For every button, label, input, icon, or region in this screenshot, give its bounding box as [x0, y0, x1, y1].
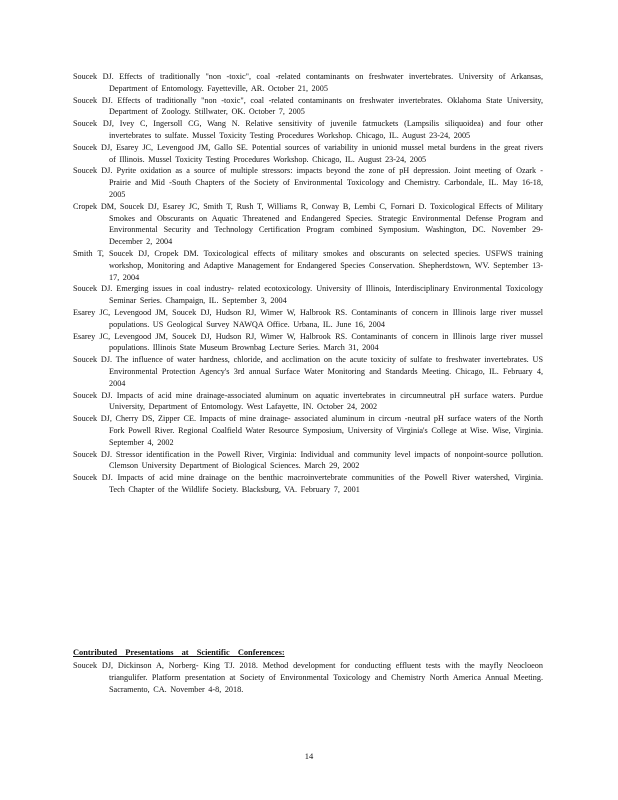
list-item: Soucek DJ, Cherry DS, Zipper CE. Impacts of mine drainage- associated aluminum in circum -neutral pH surface waters of the North Fork Powell River. Regional Coalfield Water Resource Symposium, University of Virginia's College at Wise. Wise, Virginia. September 4, 2002: [73, 414, 543, 447]
list-item: Soucek DJ. Emerging issues in coal industry- related ecotoxicology. University of Illinois, Interdisciplinary Environmental Toxicology Seminar Series. Champaign, IL. September 3, 2004: [73, 284, 543, 306]
list-item: Soucek DJ. Stressor identification in the Powell River, Virginia: Individual and community level impacts of nonpoint-source pollution. Clemson University Department of Biological Sciences. March 29, 2002: [73, 449, 543, 471]
list-item: Soucek DJ, Esarey JC, Levengood JM, Gallo SE. Potential sources of variability in unionid mussel metal burdens in the great rivers of Illinois. Mussel Toxicity Testing Procedures Workshop. Chicago, IL. August 23-24, 2005: [73, 142, 543, 164]
list-item: Soucek DJ, Ivey C, Ingersoll CG, Wang N. Relative sensitivity of juvenile fatmuckets (Lampsilis siliquoidea) and four other invertebrates to sulfate. Mussel Toxicity Testing Procedures Workshop. Chicago, IL. August 23-24, 2005: [73, 119, 543, 140]
section-heading: Contributed Presentations at Scientific Conferences:: [73, 648, 285, 657]
list-item: Smith T, Soucek DJ, Cropek DM. Toxicological effects of military smokes and obscurants on selected species. USFWS training workshop, Monitoring and Adaptive Management for Endangered Species Conservation. Shepherdstown, WV. September 13-17, 2004: [73, 248, 543, 282]
list-item: Soucek DJ. Pyrite oxidation as a source of multiple stressors: impacts beyond the zone of pH depression. Joint meeting of Ozark -Prairie and Mid -South Chapters of the Society of Environmental Toxicology and Chemistry. Carbondale, IL. May 16-18, 2005: [73, 166, 543, 199]
page-number: 14: [304, 751, 314, 761]
list-item: Soucek DJ. The influence of water hardness, chloride, and acclimation on the acute toxicity of sulfate to freshwater invertebrates. US Environmental Protection Agency's 3rd annual Surface Water Monitoring and Standards Meeting. Chicago, IL. February 4, 2004: [73, 355, 543, 388]
list-item: Soucek DJ. Impacts of acid mine drainage on the benthic macroinvertebrate communities of the Powell River watershed, Virginia. Tech Chapter of the Wildlife Society. Blacksburg, VA. February 7, 2001: [73, 473, 543, 494]
list-item: Soucek DJ, Dickinson A, Norberg- King TJ. 2018. Method development for conducting effluent tests with the mayfly Neocloeon triangulifer. Platform presentation at Society of Environmental Toxicology and Chemistry North America Annual Meeting. Sacramento, CA. November 4-8, 2018.: [73, 661, 543, 694]
invited-presentations-list: [73, 71, 543, 496]
contributed-presentations-list: [73, 660, 543, 695]
list-item: Soucek DJ. Effects of traditionally "non -toxic", coal -related contaminants on freshwater invertebrates. Oklahoma State University, Department of Zoology. Stillwater, OK. October 7, 2005: [73, 95, 543, 117]
list-item: Esarey JC, Levengood JM, Soucek DJ, Hudson RJ, Wimer W, Halbrook RS. Contaminants of concern in Illinois large river mussel populations. Illinois State Museum Brownbag Lecture Series. March 31, 2004: [73, 331, 543, 353]
list-item: Soucek DJ. Effects of traditionally "non -toxic", coal -related contaminants on freshwater invertebrates. University of Arkansas, Department of Entomology. Fayetteville, AR. October 21, 2005: [73, 72, 543, 93]
list-item: Soucek DJ. Impacts of acid mine drainage-associated aluminum on aquatic invertebrates in circumneutral pH surface waters. Purdue University, Department of Entomology. West Lafayette, IN. October 24, 2002: [73, 390, 543, 412]
list-item: Cropek DM, Soucek DJ, Esarey JC, Smith T, Rush T, Williams R, Conway B, Lembi C, Fornari D. Toxicological Effects of Military Smokes and Obscurants on Aquatic Threatened and Endangered Species. Strategic Environmental Defense Program and Environmental Security and Technology Certification Program combined Symposium. Washington, DC. November 29- December 2, 2004: [73, 201, 543, 247]
list-item: Esarey JC, Levengood JM, Soucek DJ, Hudson RJ, Wimer W, Halbrook RS. Contaminants of concern in Illinois large river mussel populations. US Geological Survey NAWQA Office. Urbana, IL. June 16, 2004: [73, 307, 543, 329]
